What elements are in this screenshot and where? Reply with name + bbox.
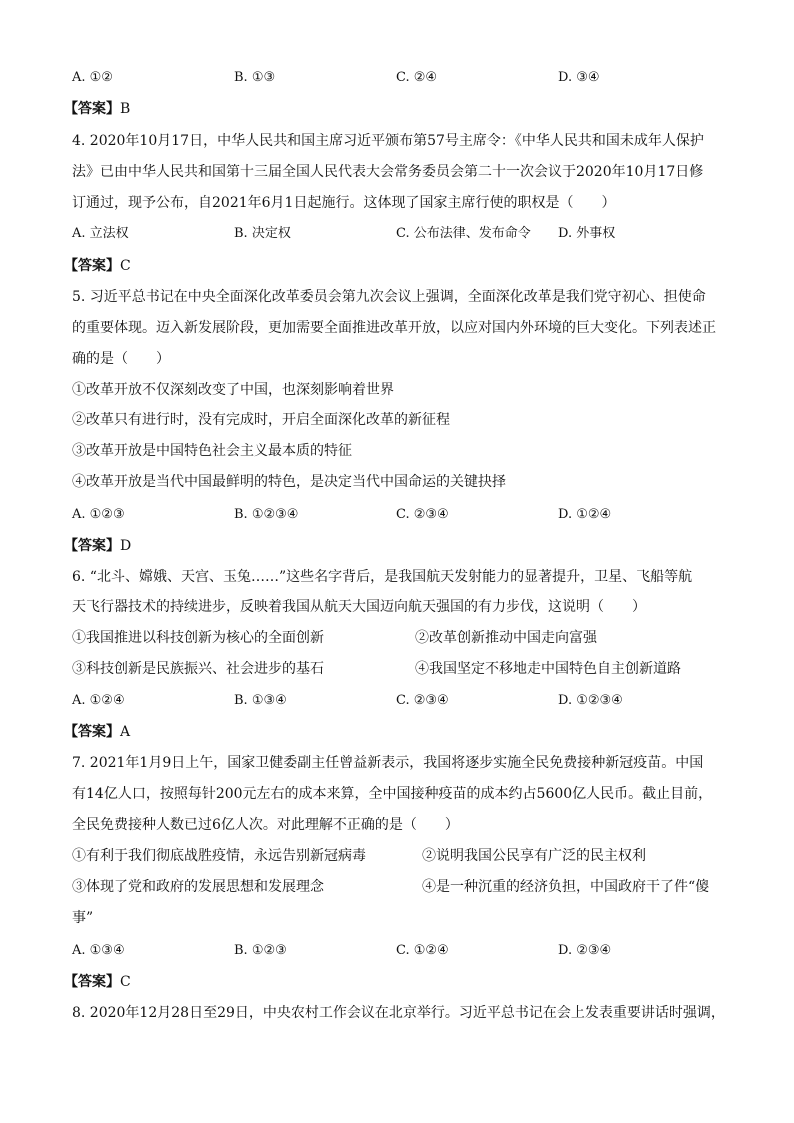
q7-answer (64, 972, 131, 992)
q5-text-line-2: 的重要体现。迈入新发展阶段，更加需要全面推进改革开放，以应对国内外环境的巨大变化。下列表述正 (72, 320, 716, 336)
q7-item-2: ②说明我国公民享有广泛的民主权利 (422, 848, 646, 864)
answer-label: 【答案】 (64, 258, 120, 274)
q7-text-line-1: 7. 2021年1月9日上午，国家卫健委副主任曾益新表示，我国将逐步实施全民免费接种新冠疫苗。中国 (72, 755, 704, 771)
q5-option-a: A. ①②③ (72, 507, 125, 522)
q6-answer (64, 722, 130, 742)
answer-label: 【答案】 (64, 724, 120, 740)
q3-option-b: B. ①③ (234, 70, 276, 85)
answer-label: 【答案】 (64, 101, 120, 117)
answer-label: 【答案】 (64, 538, 120, 554)
q6-option-c: C. ②③④ (396, 693, 449, 708)
q5-text-line-3: 确的是（ ） (72, 351, 170, 367)
q6-option-a: A. ①②④ (72, 693, 125, 708)
q5-answer (64, 536, 131, 556)
q5-item-4: ④改革开放是当代中国最鲜明的特色，是决定当代中国命运的关键抉择 (72, 474, 506, 490)
q5-item-3: ③改革开放是中国特色社会主义最本质的特征 (72, 443, 352, 459)
q3-answer (64, 99, 130, 119)
q6-text-line-1: 6. “北斗、嫦娥、天宫、玉兔……”这些名字背后，是我国航天发射能力的显著提升，卫星、飞船等航 (72, 569, 693, 585)
q4-text-line-3: 订通过，现予公布，自2021年6月1日起施行。这体现了国家主席行使的职权是（ ） (72, 195, 616, 211)
q6-option-b: B. ①③④ (234, 693, 287, 708)
q4-text-line-2: 法》已由中华人民共和国第十三届全国人民代表大会常务委员会第二十一次会议于2020年10月17日修 (72, 164, 704, 180)
q5-option-b: B. ①②③④ (234, 507, 299, 522)
q7-text-line-3: 全民免费接种人数已过6亿人次。对此理解不正确的是（ ） (72, 817, 459, 833)
q7-option-a: A. ①③④ (72, 943, 125, 958)
q6-option-d: D. ①②③④ (558, 693, 623, 708)
q5-item-1: ①改革开放不仅深刻改变了中国，也深刻影响着世界 (72, 382, 394, 398)
q7-text-line-2: 有14亿人口，按照每针200元左右的成本来算，全中国接种疫苗的成本约占5600亿人民币。截止目前， (72, 786, 713, 802)
q6-item-4: ④我国坚定不移地走中国特色自主创新道路 (415, 661, 681, 677)
q6-item-2: ②改革创新推动中国走向富强 (415, 630, 597, 646)
q4-option-d: D. 外事权 (558, 226, 616, 241)
q5-option-d: D. ①②④ (558, 507, 612, 522)
q7-option-d: D. ②③④ (558, 943, 612, 958)
q6-item-1: ①我国推进以科技创新为核心的全面创新 (72, 630, 324, 646)
q3-option-d: D. ③④ (558, 70, 600, 85)
answer-value: C (120, 258, 131, 274)
answer-value: A (120, 724, 131, 740)
q4-option-a: A. 立法权 (72, 226, 129, 241)
q7-item-4-continued: 事” (72, 910, 94, 926)
q7-option-c: C. ①②④ (396, 943, 449, 958)
q3-option-a: A. ①② (72, 70, 113, 85)
answer-value: B (120, 101, 131, 117)
q7-item-3: ③体现了党和政府的发展思想和发展理念 (72, 879, 324, 895)
answer-label: 【答案】 (64, 974, 120, 990)
q3-option-c: C. ②④ (396, 70, 438, 85)
q4-text-line-1: 4. 2020年10月17日，中华人民共和国主席习近平颁布第57号主席令：《中华人民共和国未成年人保护 (72, 133, 704, 149)
q4-answer (64, 256, 131, 276)
q6-text-line-2: 天飞行器技术的持续进步，反映着我国从航天大国迈向航天强国的有力步伐，这说明（ ） (72, 599, 646, 615)
q4-option-c: C. 公布法律、发布命令 (396, 226, 531, 241)
q6-item-3: ③科技创新是民族振兴、社会进步的基石 (72, 661, 324, 677)
answer-value: D (120, 538, 132, 554)
q5-item-2: ②改革只有进行时，没有完成时，开启全面深化改革的新征程 (72, 412, 450, 428)
q7-option-b: B. ①②③ (234, 943, 287, 958)
q5-option-c: C. ②③④ (396, 507, 449, 522)
q7-item-4: ④是一种沉重的经济负担，中国政府干了件“傻 (422, 879, 710, 895)
q7-item-1: ①有利于我们彻底战胜疫情，永远告别新冠病毒 (72, 848, 366, 864)
q5-text-line-1: 5. 习近平总书记在中央全面深化改革委员会第九次会议上强调，全面深化改革是我们党守初心、担使命 (72, 289, 706, 305)
answer-value: C (120, 974, 131, 990)
q4-option-b: B. 决定权 (234, 226, 291, 241)
q8-text-line-1: 8. 2020年12月28日至29日，中央农村工作会议在北京举行。习近平总书记在会上发表重要讲话时强调， (72, 1005, 725, 1021)
